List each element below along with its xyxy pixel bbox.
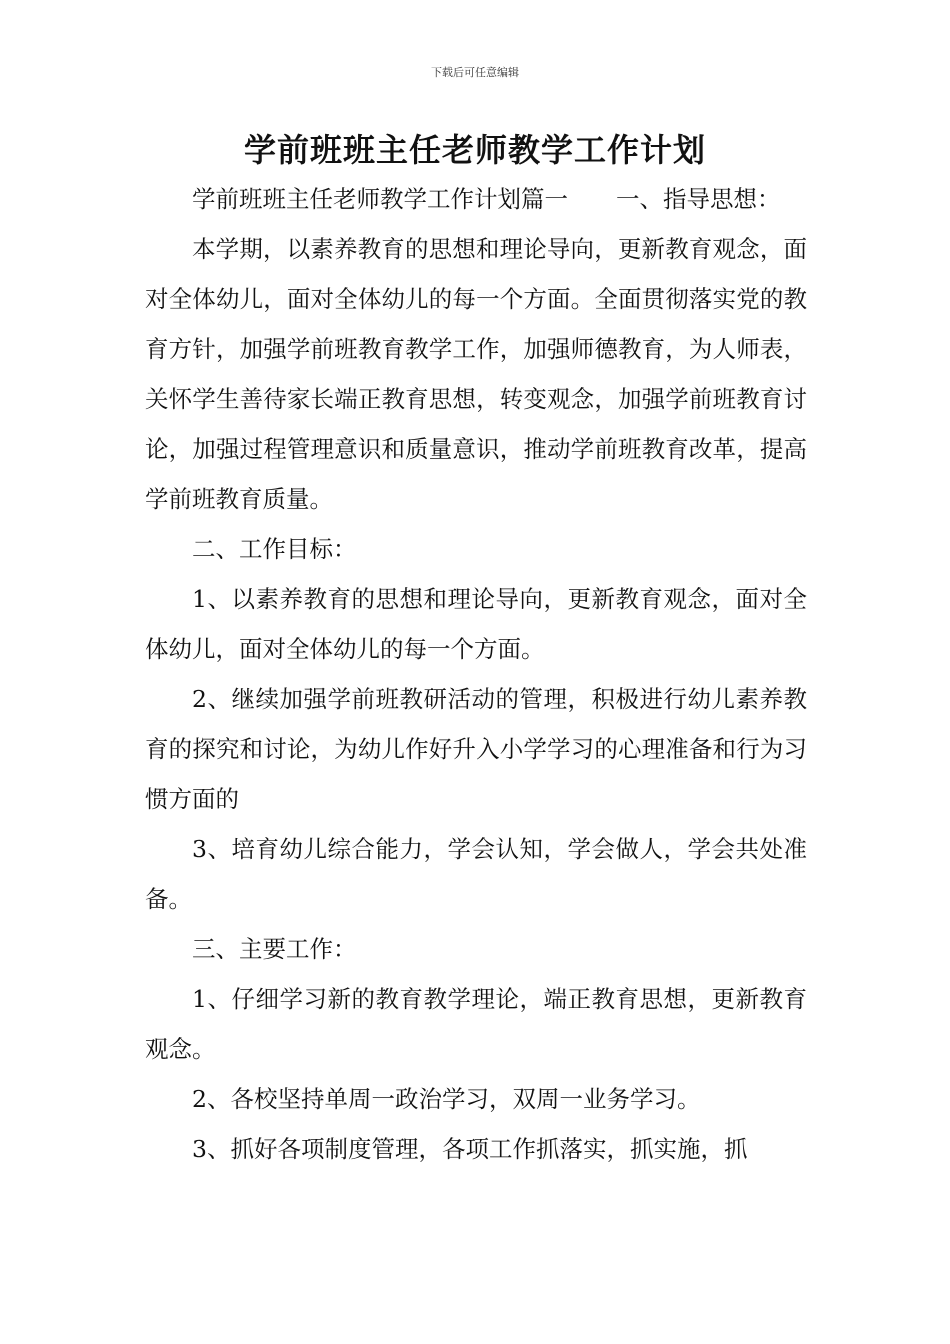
header-note: 下载后可任意编辑 bbox=[431, 66, 519, 79]
paragraph: 2、各校坚持单周一政治学习，双周一业务学习。 bbox=[192, 1085, 701, 1113]
paragraph: 1、以素养教育的思想和理论导向，更新教育观念，面对全体幼儿，面对全体幼儿的每一个方面。 bbox=[145, 585, 807, 663]
document-subtitle: 学前班班主任老师教学工作计划篇一 bbox=[192, 185, 568, 213]
section-heading-3: 三、主要工作： bbox=[192, 935, 357, 963]
document-title: 学前班班主任老师教学工作计划 bbox=[243, 131, 706, 169]
section-heading-1: 一、指导思想： bbox=[616, 185, 781, 213]
paragraph: 3、培育幼儿综合能力，学会认知，学会做人，学会共处准备。 bbox=[145, 835, 807, 913]
document-body bbox=[145, 174, 807, 1174]
paragraph: 3、抓好各项制度管理，各项工作抓落实，抓实施，抓 bbox=[192, 1135, 748, 1163]
section-heading-2: 二、工作目标： bbox=[192, 535, 357, 563]
paragraph: 1、仔细学习新的教育教学理论，端正教育思想，更新教育观念。 bbox=[145, 985, 807, 1063]
paragraph-intro bbox=[145, 174, 807, 224]
paragraph: 本学期，以素养教育的思想和理论导向，更新教育观念，面对全体幼儿，面对全体幼儿的每一个方面。全面贯彻落实党的教育方针，加强学前班教育教学工作，加强师德教育，为人师表，关怀学生善待家长端正教育思想，转变观念，加强学前班教育讨论，加强过程管理意识和质量意识，推动学前班教育改革，提高学前班教育质量。 bbox=[145, 235, 807, 513]
paragraph: 2、继续加强学前班教研活动的管理，积极进行幼儿素养教育的探究和讨论，为幼儿作好升入小学学习的心理准备和行为习惯方面的 bbox=[145, 685, 807, 813]
